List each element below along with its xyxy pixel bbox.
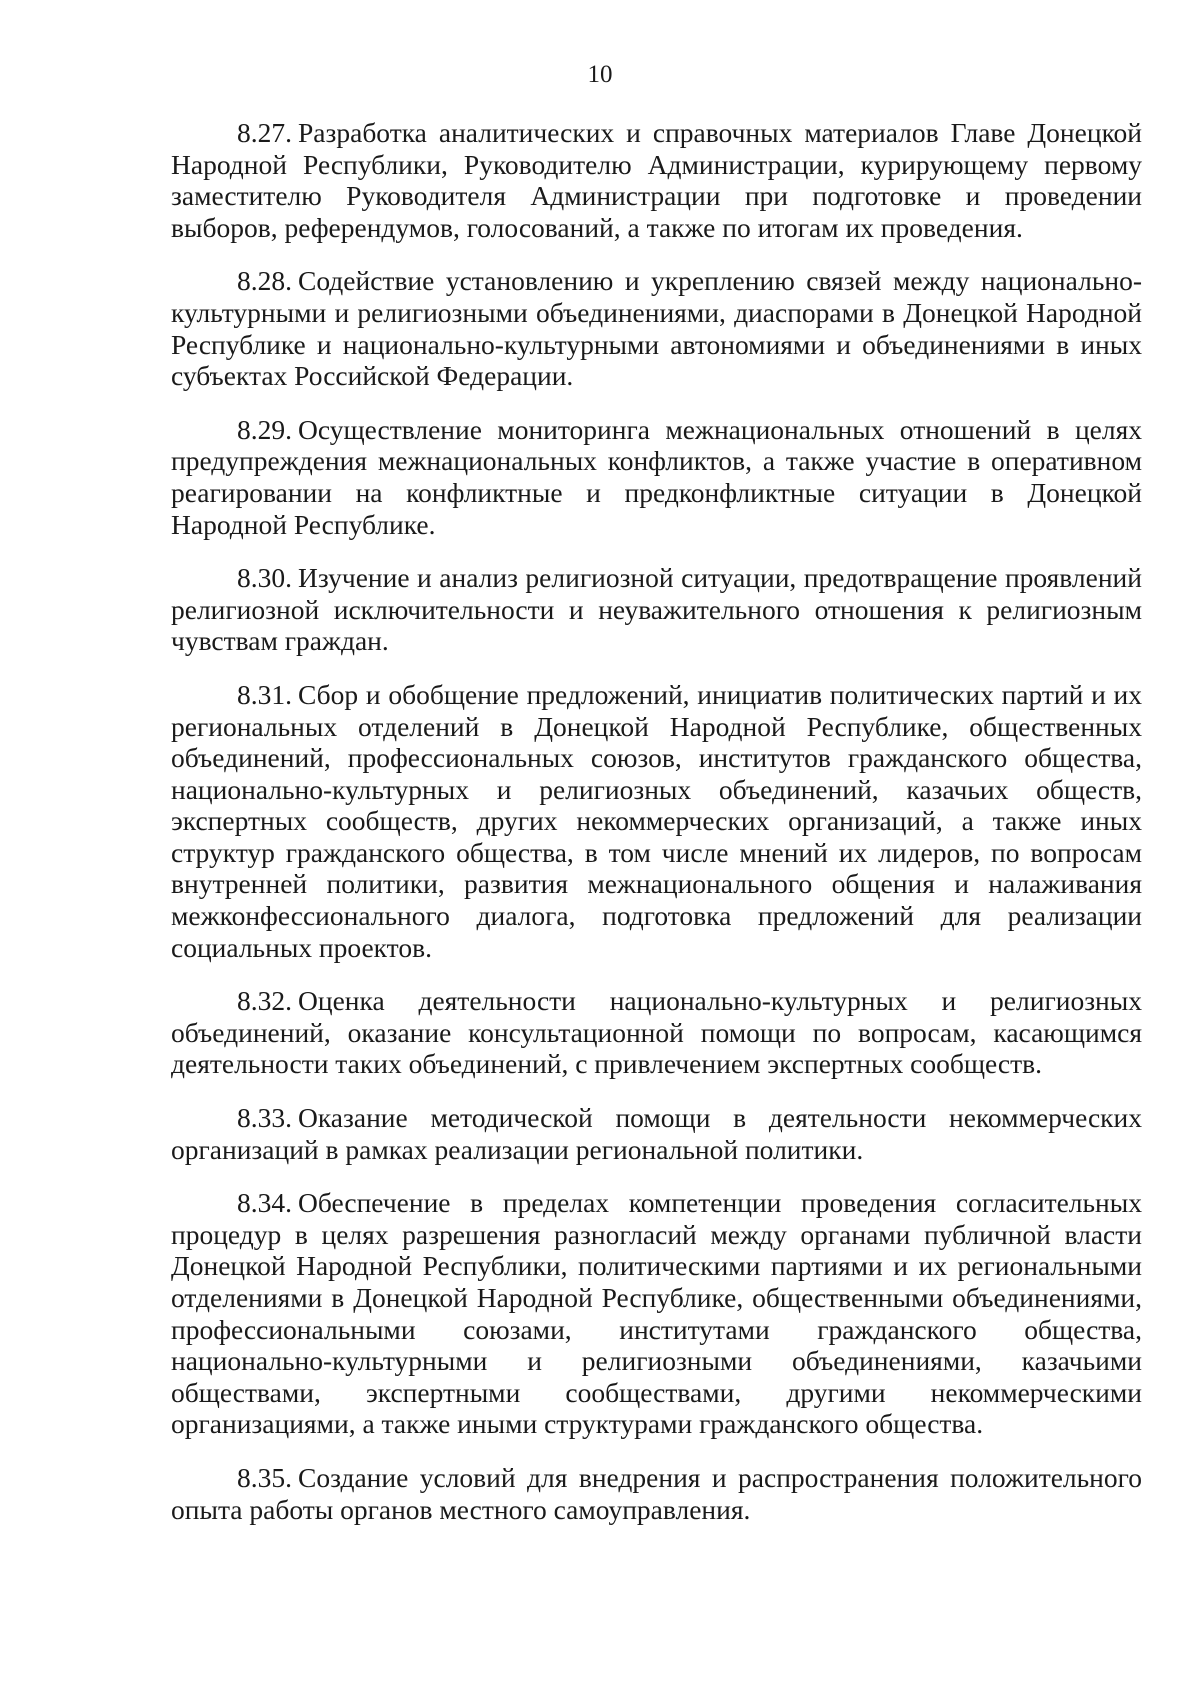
paragraph-text: Создание условий для внедрения и распространения положительного опыта работы органов местного самоуправления. — [171, 1461, 1142, 1525]
paragraph-text: Изучение и анализ религиозной ситуации, предотвращение проявлений религиозной исключительности и неуважительного отношения к религиозным чувствам граждан. — [171, 562, 1142, 657]
paragraph-8-33 — [171, 1102, 1142, 1165]
paragraph-8-29 — [171, 414, 1142, 540]
paragraph-8-31 — [171, 679, 1142, 963]
paragraph-number: 8.28. — [237, 265, 292, 297]
paragraph-number: 8.29. — [237, 413, 292, 445]
paragraph-text: Оказание методической помощи в деятельности некоммерческих организаций в рамках реализации региональной политики. — [171, 1102, 1142, 1165]
document-body — [171, 117, 1142, 1547]
paragraph-8-30 — [171, 562, 1142, 657]
paragraph-number: 8.30. — [237, 562, 292, 594]
paragraph-text: Разработка аналитических и справочных материалов Главе Донецкой Народной Республики, Руководителю Администрации, курирующему первому заместителю Руководителя Администрации при подготовке и проведении выборов, референдумов, голосований, а также по итогам их проведения. — [171, 117, 1142, 243]
paragraph-number: 8.27. — [237, 117, 292, 148]
paragraph-number: 8.32. — [237, 985, 292, 1017]
paragraph-text: Сбор и обобщение предложений, инициатив политических партий и их региональных отделений в Донецкой Народной Республике, общественных объединений, профессиональных союзов, институтов гражданского общества, национально-культурных и религиозных объединений, казачьих обществ, экспертных сообществ, других некоммерческих организаций, а также иных структур гражданского общества, в том числе мнений их лидеров, по вопросам внутренней политики, развития межнационального общения и налаживания межконфессионального диалога, подготовка предложений для реализации социальных проектов. — [171, 678, 1142, 963]
paragraph-number: 8.31. — [237, 678, 292, 710]
paragraph-text: Содействие установлению и укреплению связей между национально-культурными и религиозными объединениями, диаспорами в Донецкой Народной Республике и национально-культурными автономиями и объединениями в иных субъектах Российской Федерации. — [171, 265, 1142, 392]
paragraph-text: Оценка деятельности национально-культурных и религиозных объединений, оказание консультационной помощи по вопросам, касающимся деятельности таких объединений, с привлечением экспертных сообществ. — [171, 985, 1142, 1080]
paragraph-text: Осуществление мониторинга межнациональных отношений в целях предупреждения межнациональных конфликтов, а также участие в оперативном реагировании на конфликтные и предконфликтные ситуации в Донецкой Народной Республике. — [171, 413, 1142, 540]
paragraph-number: 8.33. — [237, 1102, 292, 1134]
paragraph-8-32 — [171, 985, 1142, 1080]
paragraph-8-28 — [171, 265, 1142, 391]
paragraph-8-34 — [171, 1187, 1142, 1440]
paragraph-number: 8.34. — [237, 1187, 292, 1219]
paragraph-number: 8.35. — [237, 1461, 292, 1493]
paragraph-text: Обеспечение в пределах компетенции проведения согласительных процедур в целях разрешения разногласий между органами публичной власти Донецкой Народной Республики, политическими партиями и их региональными отделениями в Донецкой Народной Республике, общественными объединениями, профессиональными союзами, институтами гражданского общества, национально-культурными и религиозными объединениями, казачьими обществами, экспертными сообществами, другими некоммерческими организациями, а также иными структурами гражданского общества. — [171, 1187, 1142, 1440]
paragraph-8-35 — [171, 1462, 1142, 1525]
page-number: 10 — [587, 61, 613, 88]
paragraph-8-27 — [171, 117, 1142, 243]
